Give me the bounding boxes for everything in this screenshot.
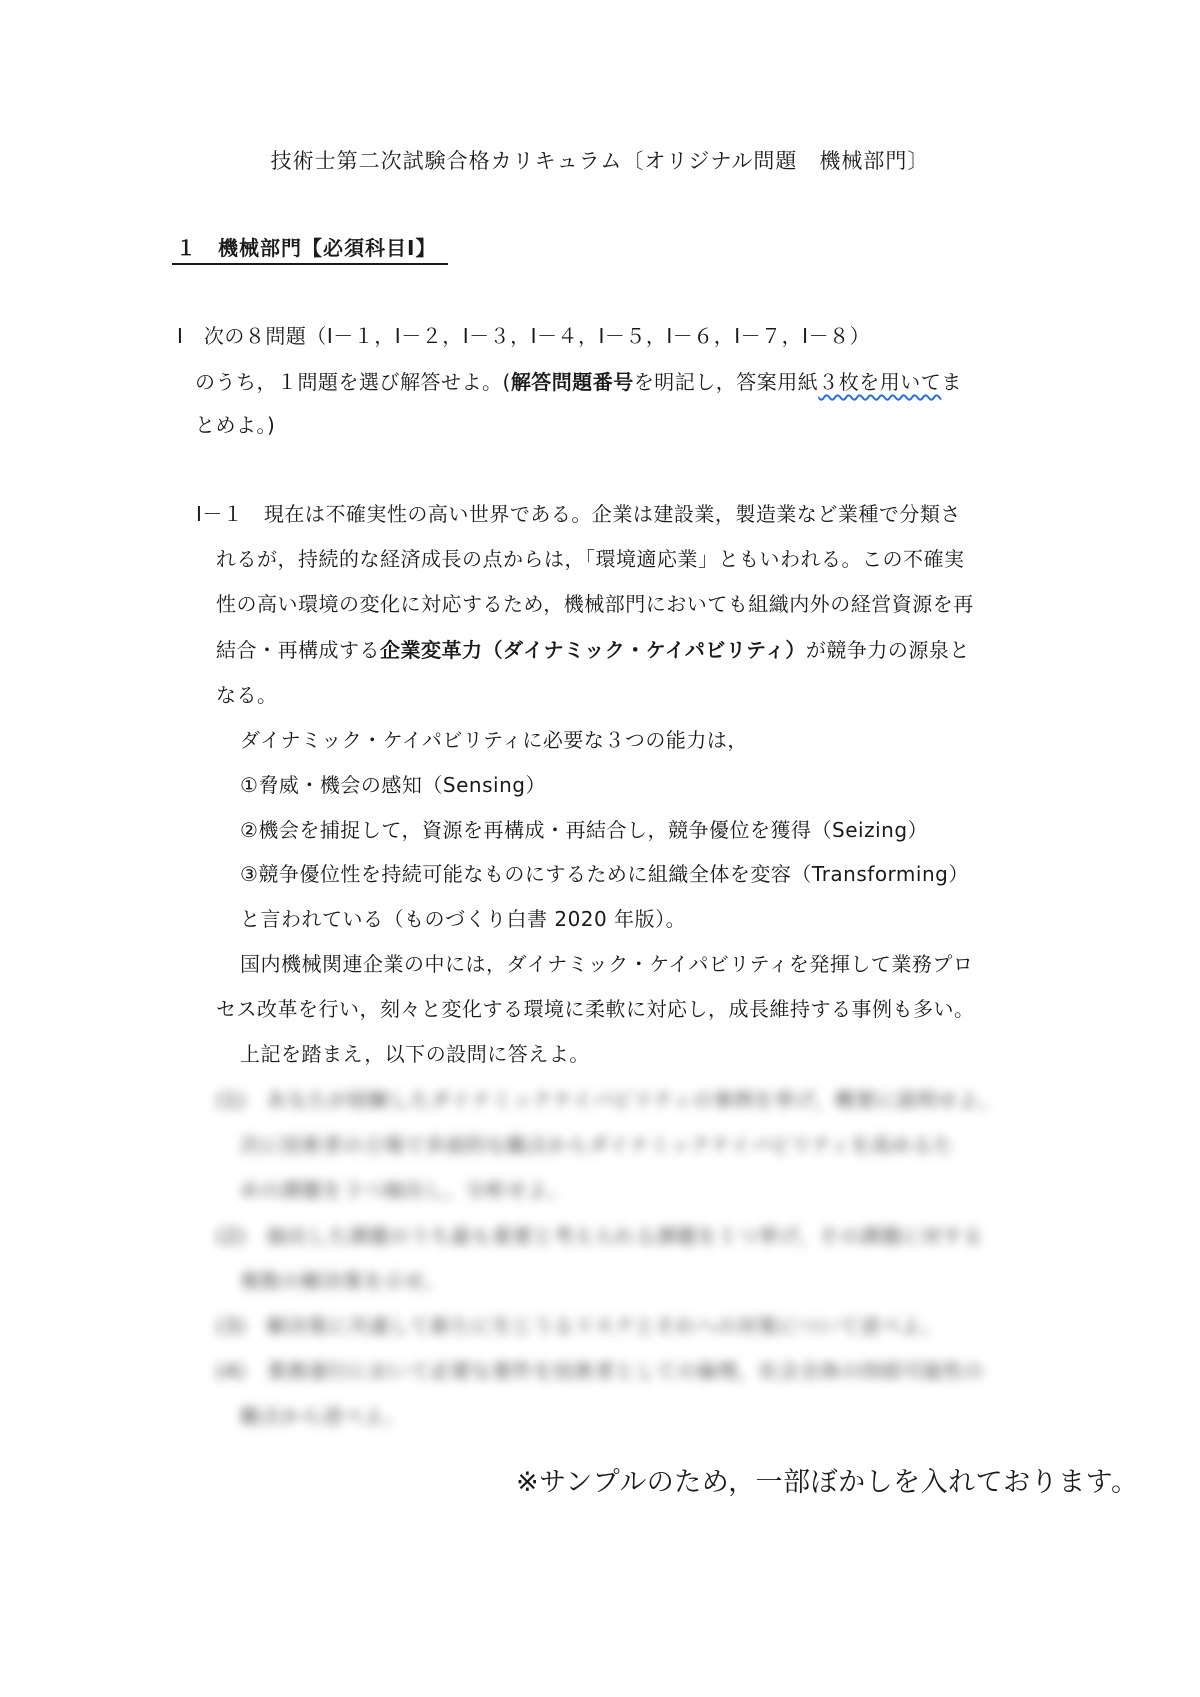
blurred-line-7: (4) 業務遂行において必要な要件を技術者としての倫理，社会全体の持続可能性の <box>216 1359 984 1383</box>
instruction-bold-text: 解答問題番号 <box>510 370 634 394</box>
blurred-line-8: 観点から述べよ。 <box>240 1404 404 1428</box>
question-line-10: と言われている（ものづくり白書 2020 年版）。 <box>240 907 687 931</box>
question-line-1: Ⅰ－１ 現在は不確実性の高い世界である。企業は建設業，製造業など業種で分類さ <box>196 502 961 526</box>
blurred-line-4: (2) 抽出した課題のうち最も重要と考えられる課題を１つ挙げ，その課題に対する <box>216 1224 984 1248</box>
blurred-line-2: 次に技術者の立場で多面的な観点からダイナミックケイパビリティを高めるた <box>240 1133 953 1157</box>
question-line-12: セス改革を行い，刻々と変化する環境に柔軟に対応し，成長維持する事例も多い。 <box>216 997 975 1021</box>
question-line-5: なる。 <box>216 683 278 707</box>
wavy-underlined-text: ３枚を用いて <box>818 370 942 394</box>
question-line-2: れるが，持続的な経済成長の点からは，「環境適応業」ともいわれる。この不確実 <box>216 547 965 571</box>
instruction-line-1: Ⅰ 次の８問題（Ⅰ－１，Ⅰ－２，Ⅰ－３，Ⅰ－４，Ⅰ－５，Ⅰ－６，Ⅰ－７，Ⅰ－８） <box>177 324 871 348</box>
instruction-text: ま <box>941 370 962 394</box>
question-bold-text: 企業変革力（ダイナミック・ケイパビリティ） <box>380 638 806 662</box>
blurred-line-1: (1) あなたが経験したダイナミックケイパビリティの事例を挙げ，概要に説明せよ。 <box>216 1088 999 1112</box>
question-line-13: 上記を踏まえ，以下の設問に答えよ。 <box>240 1042 590 1066</box>
question-line-3: 性の高い環境の変化に対応するため，機械部門においても組織内外の経営資源を再 <box>216 592 974 616</box>
question-line-4 <box>216 636 970 664</box>
blurred-line-5: 複数の解決策を示せ。 <box>240 1269 445 1293</box>
document-title: 技術士第二次試験合格カリキュラム〔オリジナル問題 機械部門〕 <box>270 149 930 173</box>
question-text: が競争力の源泉と <box>805 638 970 662</box>
question-text: 結合・再構成する <box>216 638 380 662</box>
sample-notice: ※サンプルのため，一部ぼかしを入れております。 <box>516 1467 1139 1498</box>
instruction-line-2 <box>195 368 962 396</box>
section-heading: １ 機械部門【必須科目Ⅰ】 <box>172 233 448 265</box>
instruction-text: のうち，１問題を選び解答せよ。( <box>195 370 511 394</box>
blurred-line-6: (3) 解決策に共通して新たに生じうるリスクとそれへの対策について述べよ。 <box>216 1314 942 1338</box>
instruction-line-3: とめよ。) <box>195 413 276 437</box>
capability-sensing: ①脅威・機会の感知（Sensing） <box>240 773 546 797</box>
instruction-text: を明記し，答案用紙 <box>633 370 819 394</box>
question-line-11: 国内機械関連企業の中には，ダイナミック・ケイパビリティを発揮して業務プロ <box>240 952 974 976</box>
blurred-line-3: めの課題を３つ抽出し，分析せよ。 <box>240 1178 568 1202</box>
capability-seizing: ②機会を捕捉して，資源を再構成・再結合し，競争優位を獲得（Seizing） <box>240 818 929 842</box>
capability-transforming: ③競争優位性を持続可能なものにするために組織全体を変容（Transforming） <box>240 862 969 886</box>
question-line-6: ダイナミック・ケイパビリティに必要な３つの能力は， <box>240 728 748 752</box>
